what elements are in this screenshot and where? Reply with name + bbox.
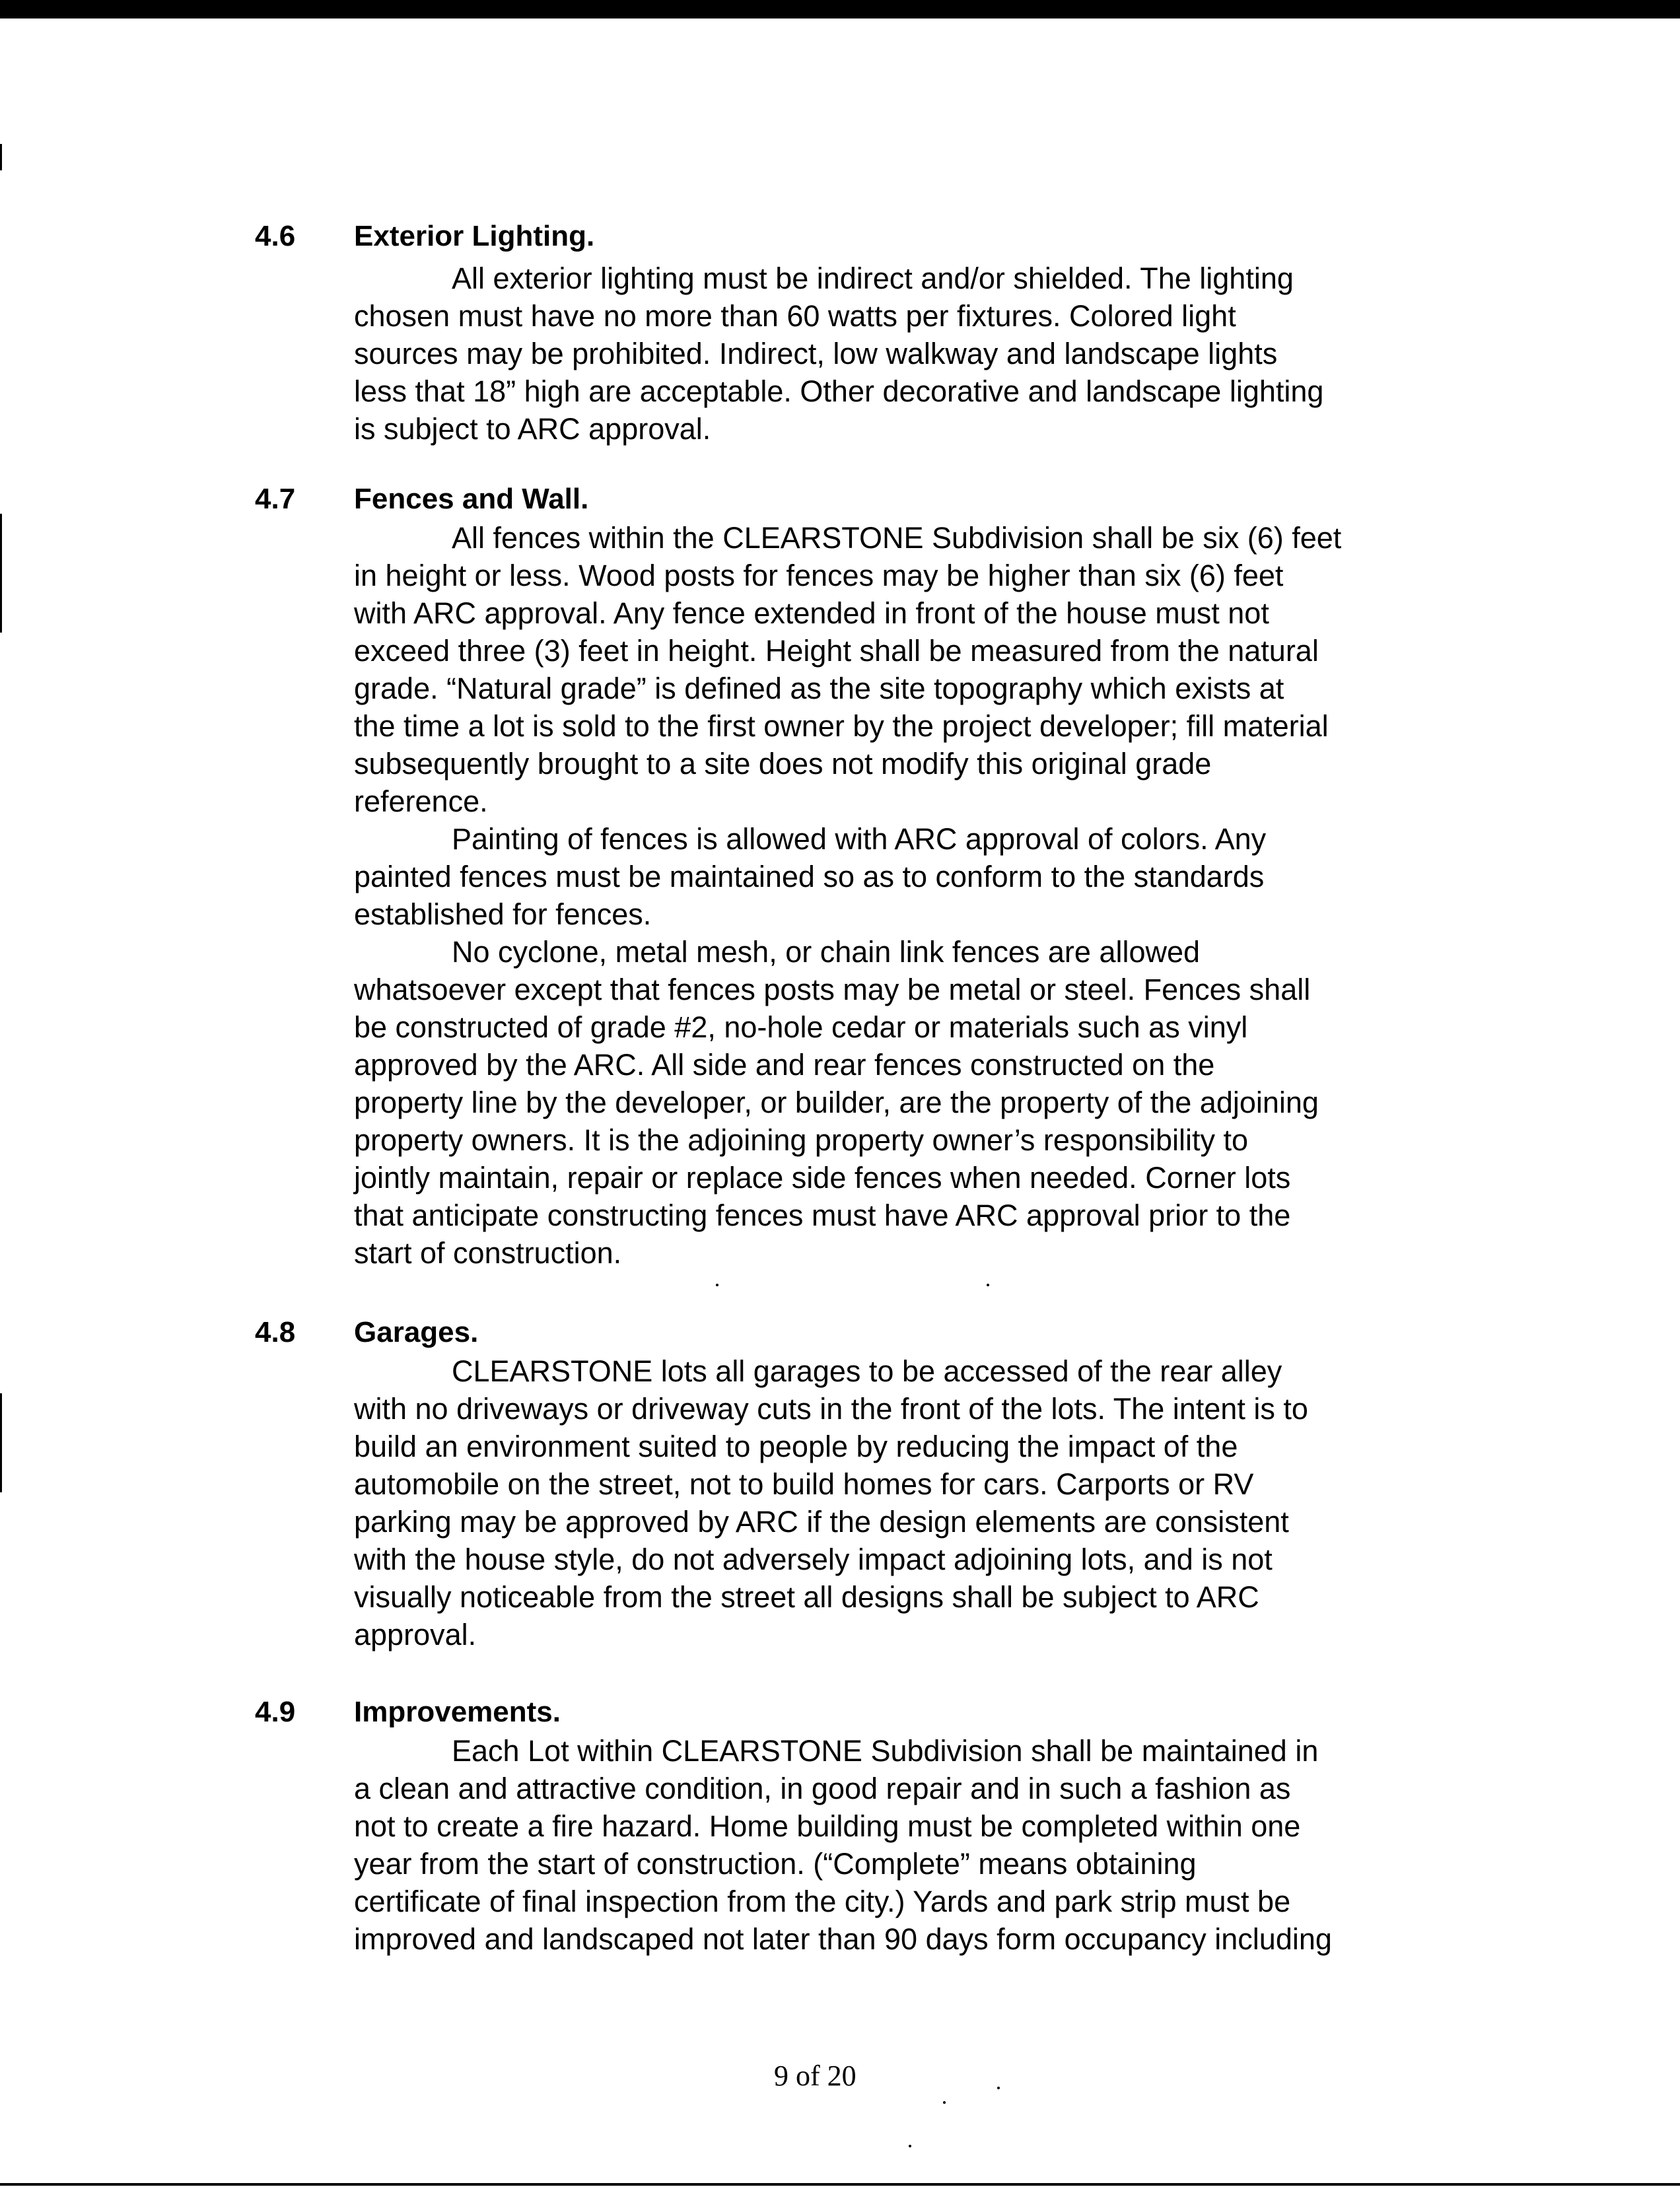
- page-number: 9 of 20: [774, 2060, 857, 2092]
- scan-speck: [909, 2145, 911, 2147]
- paragraph-line: All exterior lighting must be indirect and/or shielded. The lighting: [452, 261, 1294, 295]
- section-title: Fences and Wall.: [354, 483, 589, 515]
- paragraph-line: reference.: [354, 784, 488, 818]
- section-body: [354, 1732, 1450, 1958]
- section-body: [354, 519, 1450, 1272]
- paragraph-line: in height or less. Wood posts for fences may be higher than six (6) feet: [354, 559, 1284, 592]
- paragraph-line: not to create a fire hazard. Home building must be completed within one: [354, 1809, 1301, 1843]
- paragraph-line: with no driveways or driveway cuts in the front of the lots. The intent is to: [354, 1392, 1308, 1426]
- paragraph-line: with ARC approval. Any fence extended in front of the house must not: [354, 596, 1269, 630]
- scan-top-border: [0, 0, 1680, 18]
- paragraph-line: exceed three (3) feet in height. Height shall be measured from the natural: [354, 634, 1319, 668]
- paragraph-line: less that 18” high are acceptable. Other decorative and landscape lighting: [354, 374, 1324, 408]
- scan-speck: [716, 1284, 718, 1286]
- section-title: Exterior Lighting.: [354, 220, 595, 252]
- paragraph-line: Painting of fences is allowed with ARC approval of colors. Any: [452, 822, 1267, 856]
- paragraph-line: property line by the developer, or builder, are the property of the adjoining: [354, 1086, 1319, 1119]
- paragraph-line: CLEARSTONE lots all garages to be accessed of the rear alley: [452, 1354, 1282, 1388]
- paragraph-line: approved by the ARC. All side and rear fences constructed on the: [354, 1048, 1215, 1082]
- scan-edge-mark: [0, 144, 2, 170]
- scan-speck: [987, 1284, 989, 1286]
- paragraph-line: All fences within the CLEARSTONE Subdivision shall be six (6) feet: [452, 521, 1342, 555]
- paragraph-line: improved and landscaped not later than 90 days form occupancy including: [354, 1922, 1332, 1956]
- paragraph-line: build an environment suited to people by reducing the impact of the: [354, 1430, 1238, 1463]
- section-number: 4.9: [255, 1696, 296, 1728]
- paragraph-line: certificate of final inspection from the city.) Yards and park strip must be: [354, 1885, 1291, 1918]
- paragraph-line: subsequently brought to a site does not modify this original grade: [354, 747, 1212, 781]
- paragraph-line: jointly maintain, repair or replace side fences when needed. Corner lots: [354, 1161, 1291, 1195]
- scan-edge-mark: [0, 1393, 2, 1492]
- paragraph-line: whatsoever except that fences posts may be metal or steel. Fences shall: [354, 973, 1311, 1006]
- paragraph-line: approval.: [354, 1618, 477, 1651]
- section-number: 4.8: [255, 1316, 296, 1348]
- paragraph-line: the time a lot is sold to the first owner by the project developer; fill material: [354, 709, 1329, 743]
- section-title: Garages.: [354, 1316, 479, 1348]
- scan-bottom-border: [0, 2183, 1680, 2186]
- paragraph-line: be constructed of grade #2, no-hole cedar or materials such as vinyl: [354, 1010, 1248, 1044]
- paragraph-line: is subject to ARC approval.: [354, 412, 711, 446]
- paragraph-line: start of construction.: [354, 1236, 622, 1270]
- paragraph-line: established for fences.: [354, 897, 652, 931]
- section-body: [354, 1352, 1450, 1653]
- paragraph-line: year from the start of construction. (“Complete” means obtaining: [354, 1847, 1197, 1881]
- paragraph-line: painted fences must be maintained so as to conform to the standards: [354, 860, 1265, 893]
- paragraph-line: that anticipate constructing fences must have ARC approval prior to the: [354, 1199, 1291, 1232]
- paragraph-line: parking may be approved by ARC if the design elements are consistent: [354, 1505, 1289, 1539]
- paragraph-line: No cyclone, metal mesh, or chain link fences are allowed: [452, 935, 1201, 969]
- section-body: [354, 260, 1450, 448]
- paragraph-line: a clean and attractive condition, in good repair and in such a fashion as: [354, 1772, 1291, 1805]
- paragraph-line: visually noticeable from the street all designs shall be subject to ARC: [354, 1580, 1259, 1614]
- paragraph-line: property owners. It is the adjoining property owner’s responsibility to: [354, 1123, 1249, 1157]
- paragraph-line: with the house style, do not adversely impact adjoining lots, and is not: [354, 1543, 1273, 1576]
- paragraph-line: automobile on the street, not to build homes for cars. Carports or RV: [354, 1467, 1254, 1501]
- paragraph-line: sources may be prohibited. Indirect, low walkway and landscape lights: [354, 337, 1278, 370]
- scan-speck: [997, 2087, 1000, 2089]
- scan-edge-mark: [0, 514, 2, 633]
- section-number: 4.7: [255, 483, 296, 515]
- section-title: Improvements.: [354, 1696, 561, 1728]
- section-number: 4.6: [255, 220, 296, 252]
- paragraph-line: grade. “Natural grade” is defined as the site topography which exists at: [354, 672, 1284, 705]
- paragraph-line: chosen must have no more than 60 watts per fixtures. Colored light: [354, 299, 1236, 333]
- paragraph-line: Each Lot within CLEARSTONE Subdivision shall be maintained in: [452, 1734, 1319, 1768]
- scan-speck: [943, 2101, 946, 2104]
